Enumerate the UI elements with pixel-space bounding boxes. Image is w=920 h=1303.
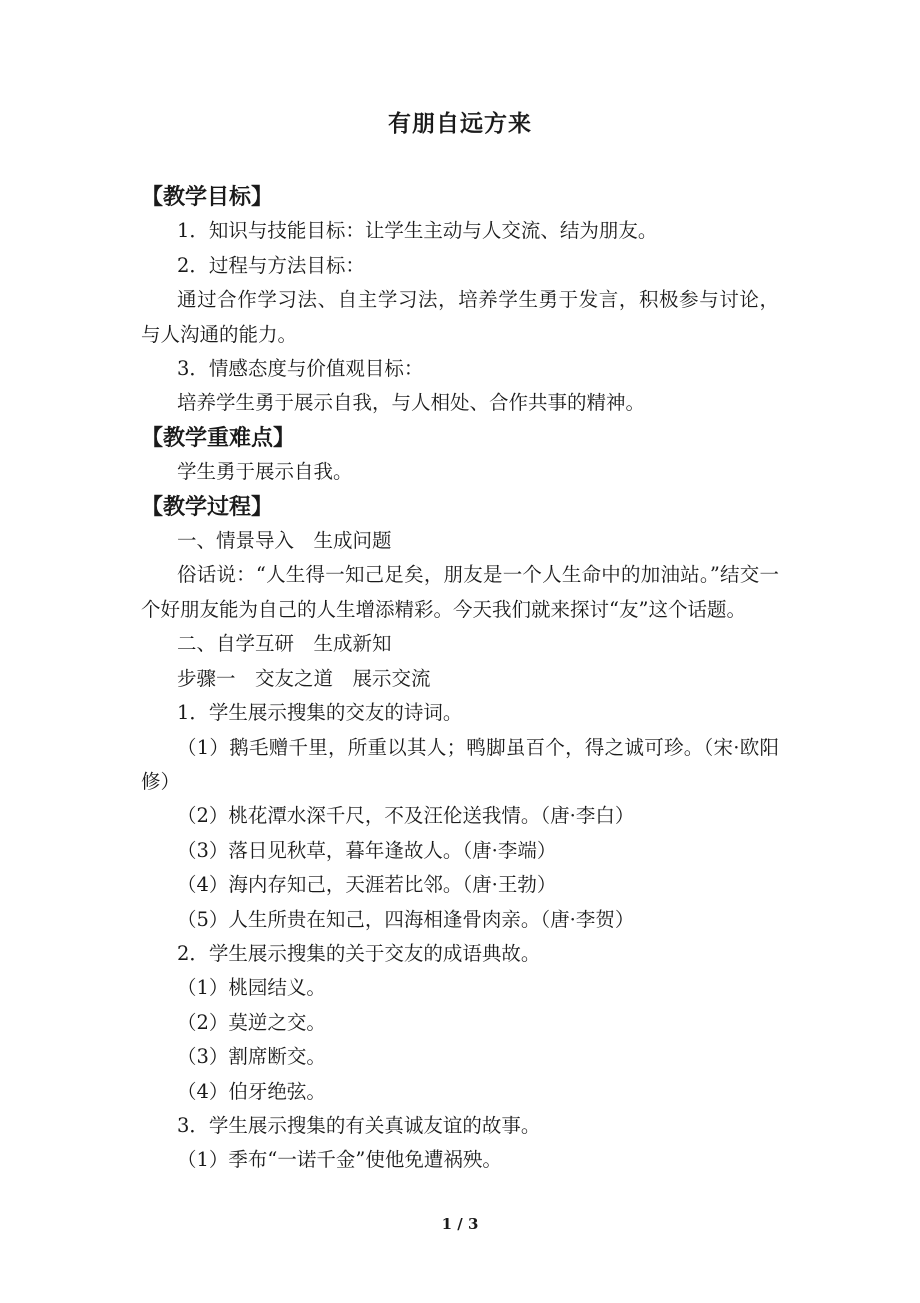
paragraph: 学生勇于展示自我。: [177, 460, 353, 484]
paragraph: （4）海内存知己，天涯若比邻。（唐·王勃）: [177, 873, 557, 897]
paragraph: 通过合作学习法、自主学习法，培养学生勇于发言，积极参与讨论，与人沟通的能力。: [141, 288, 779, 346]
paragraph: （3）割席断交。: [177, 1045, 326, 1069]
paragraph: 2．学生展示搜集的关于交友的成语典故。: [177, 941, 541, 965]
paragraph: 1．知识与技能目标：让学生主动与人交流、结为朋友。: [177, 219, 658, 243]
section-heading: 【教学过程】: [141, 493, 274, 520]
paragraph: （1）季布“一诺千金”使他免遭祸殃。: [177, 1148, 502, 1172]
paragraph: 2．过程与方法目标：: [177, 253, 365, 277]
section-heading: 【教学重难点】: [141, 424, 296, 451]
paragraph: 俗话说：“人生得一知己足矣，朋友是一个人生命中的加油站。”结交一个好朋友能为自己的人生增添精彩。今天我们就来探讨“友”这个话题。: [141, 563, 779, 621]
paragraph: （4）伯牙绝弦。: [177, 1079, 326, 1103]
paragraph: （5）人生所贵在知己，四海相逢骨肉亲。（唐·李贺）: [177, 907, 635, 931]
paragraph: 3．学生展示搜集的有关真诚友谊的故事。: [177, 1113, 541, 1137]
document-body: [141, 180, 779, 1178]
paragraph: （3）落日见秋草，暮年逢故人。（唐·李端）: [177, 838, 557, 862]
paragraph: 3．情感态度与价值观目标：: [177, 357, 424, 381]
paragraph: （1）鹅毛赠千里，所重以其人；鸭脚虽百个，得之诚可珍。（宋·欧阳修）: [141, 735, 779, 793]
section-heading: 【教学目标】: [141, 184, 274, 210]
page-number-indicator: 1 / 3: [441, 1215, 479, 1233]
document-title: 有朋自远方来: [388, 110, 532, 137]
paragraph: （2）桃花潭水深千尺，不及汪伦送我情。（唐·李白）: [177, 804, 635, 828]
paragraph: 二、自学互研 生成新知: [177, 632, 392, 656]
paragraph: 1．学生展示搜集的交友的诗词。: [177, 701, 463, 725]
paragraph: 步骤一 交友之道 展示交流: [177, 666, 431, 690]
paragraph: 培养学生勇于展示自我，与人相处、合作共事的精神。: [177, 391, 646, 415]
paragraph: （1）桃园结义。: [177, 976, 326, 1000]
paragraph: （2）莫逆之交。: [177, 1010, 326, 1034]
paragraph: 一、情景导入 生成问题: [177, 529, 392, 553]
